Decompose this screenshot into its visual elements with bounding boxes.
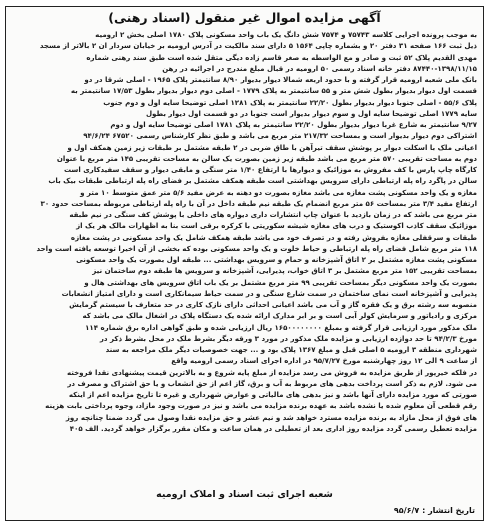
- notice-line: قسمت اول دیوار بدیوار بطول شش متر و ۵۵ سانتیمتر به پلاک ۱۷۷۹ - اصلی دوم دیوار بدیوار بطول ۱۷/۵۳ سانتیمتر به: [70, 86, 477, 96]
- notice-line: ذیل ثبت ۱۶۶ صفحه ۳۱ دفتر ۲۰ و بشماره چاپی ۱۵۶۴ ۵ دارای سند مالکیت در آدرس ارومیه بر خیابان سردار ان ۲ بالاتر از مسجد: [39, 41, 477, 51]
- notice-line: پلاک ۵۵/۶ - اصلی جنوبا دیوار بدیوار بطول ۲۲/۲۰ سانتیمتر به پلاک ۱۲۸۱ اصلی توضیحا سایه اول و دوم جنوب: [103, 97, 477, 107]
- publication-date: تاریخ انتشار : ۹۵/۶/۷: [393, 506, 475, 515]
- notice-line: منصوبه سه رشته برق و یک فقره گاز و آب می باشد اعیانی احداثی دارای نازک کاری در حد متعارف با سیستم گرمایش: [69, 300, 477, 309]
- notice-line: طبقات و سرقفلی مغازه بفروش رفته و در تصرف خود می باشد طبقه همکف شامل یک واحد مسکونی در پشت مغازه: [70, 232, 477, 242]
- notice-title: آگهی مزایده اموال غیر منقول (اسناد رهنی): [108, 10, 381, 25]
- notice-line: سایه ۱۷۷۹ اصلی توضیحا سایه اول و سوم دیوار بدیوار است جنوبا در دو قسمت اول دیوار بطول: [145, 108, 477, 118]
- notice-line: مهدی القدیم پلاک ۵۲ ثبت و صادر و مع الواسطه به صغر قاسم زاده دیگی متقل شده است طبق سند رهنی شماره: [86, 52, 477, 62]
- notice-line: ۱۱۸ متر مربع شامل فضای راه پله ارتباطی و حیاط خلوت و یک واحد مسکونی بوده که بخشی از آن اخیرا توسعه یافته است واحد: [36, 243, 477, 253]
- notice-line: بمساحت تقریبی ۱۵۲ متر مربع مشتمل بر ۳ اتاق خواب، پذیرایی، آشپزخانه و سرویس ها طبقه دوم ساختمان نیز: [92, 266, 477, 276]
- notice-line: موزائیک سقف کاذب اکوستیک و درب های مغازه شیشه سکوریتی با کرکره برقی است بنا به اظهارات مالک هر یک از: [76, 221, 477, 231]
- notice-line: اشتراکی دوم دیوار بدیوار است و بمساحت ۲۱۷/۳۲ متر مربع می باشد و طبق نظر کارشناس رسمی ۶۷۵۲۰ ۹۴/۶/۲۴: [83, 131, 477, 141]
- notice-line: از ساعت ۹ الی ۱۲ روز چهارشنبه مورخ ۹۵/۷/۲۷ در اداره اجرای اسناد رسمی ارومیه واقع: [171, 356, 477, 366]
- issuer-signature: شعبه اجرای ثبت اسناد و املاک ارومیه: [156, 489, 333, 500]
- notice-line: می شود. لازم به ذکر است پرداخت بدهی های مربوط به آب و برق، گاز اعم از حق انشعاب و یا حق اشتراک و مصرف در: [67, 378, 477, 388]
- notice-line: بصورت یک واحد مسکونی دیگر بمساحت تقریبی ۹۹ متر مربع مشتمل بر یک باب اتاق سرویس های بهداشتی هال و: [84, 277, 477, 287]
- notice-line: در فلکه خیرپور از طریق مزایده به فروش می رسد مزایده از مبلغ پایه شروع و به بالاترین قیمت پیشنهادی نقدا فروخته: [66, 367, 477, 377]
- notice-line: متر مربع می باشد که در زمان بازدید با عنوان چاپ انتشارات داری دیواره های داخلی با پوشش کف سنگی در نیم طبقه: [69, 210, 477, 219]
- notice-line: کارگاه چاپ پارس با کف مفروش به موزائیک و دیوارها با ارتفاع ۱/۴۰ متر سنگی و مابقی دیوار و سقف سفیدکاری است: [63, 165, 477, 174]
- notice-line: های فوق از محل مازاد به برنده مزایده مسترد خواهد شد و نیم عشر و حق مزایده نقدا وصول می گردد ضمنا چنانچه روز: [65, 412, 477, 422]
- notice-line: ملک مذکور مورد ارزیابی قرار گرفته و بمبلغ ۱۶۵۰۰۰۰۰۰۰۰ ریال ارزیابی شده و طبق گواهی اداره برق شماره ۱۱۴: [85, 322, 477, 332]
- notice-line: ۸۷۴۴۰-۱۳۹۸/۱۱/۱۵ دفتر خانه اسناد رسمی ۵۰ ارومیه در قبال مبلغ مندرج در اجرائیه در رهن: [162, 63, 477, 73]
- notice-line: مرکزی و رادیاتور و سرمایش کولر آبی است و بر ابر مدارک ارائه شده یک دستگاه پلاک در اشغال مالک می باشد که: [82, 311, 477, 321]
- notice-line: به موجب پرونده اجرایی کلاسه ۷۵۷۴۳ و ۷۵۷۴ شش دانگ یک باب واحد مسکونی پلاک ۱۷۸۰ اصلی بخش ۲ ارومیه: [95, 30, 477, 39]
- notice-line: مسکونی پشت مغازه مشتمل بر ۲ اتاق آشپزخانه و حمام و سرویس بهداشتی ... طبقه اول بصورت یک واحد مسکونی: [76, 255, 477, 264]
- notice-line: پذیرایی و آشپزخانه است نمای ساختمان در سمت شارع سنگی و در سمت حیاط سیمانکاری است و دارای امتیاز انشعابات: [61, 288, 477, 298]
- notice-frame: [5, 6, 484, 521]
- notice-line: بانک ملی شعبه ارومیه قرار گرفته و با حدود اربعه شمالا دیوار بدیوار ۸/۹۰ سانتیمتر پلاک ۱۹۶۵ - اصلی شرقا در دو: [84, 75, 477, 84]
- notice-line: سالن در پاگرد راه پله ارتباطی دارای سرویس بهداشتی است طبقه همکف مشتمل بر فضای راه پله ارتباطی طبقات بیک باب: [48, 176, 477, 186]
- notice-line: دوم به مساحت تقریبی ۵۷۰ متر مربع می باشد طبقه زیر زمین بصورت یک سالن به مساحت تقریبی ۱۴۵ متر مربع با عنوان: [56, 153, 477, 163]
- notice-line: شهرداری منطقه ۳ ارومیه ۵ اصلی قبل و مبلغ ۱۳۶۷ پلاک بود و ... جهت خصوصیات دیگر ملک مراجعه به سند: [105, 345, 477, 354]
- notice-line: صورتی که مورد مزایده دارای آنها باشد و نیز بدهی های مالیاتی و عوارض شهرداری و غیره تا تاریخ مزایده اعم از اینکه: [68, 390, 477, 399]
- notice-line: مغازه و یک واحد مسکونی پشت مغازه می باشد مغازه بصورت دو دهنه به عرض مفید ۵/۶ متر عمق متوسط ۱۰ متر و: [80, 187, 477, 197]
- notice-line: ۹/۲۷ سانتیمتر به شارع غربا دیوار بدیوار بطول ۲۲/۲۰ سانتیمتر به پلاک ۱۷۸۱ اصلی توضیحا سایه اول و دوم: [110, 120, 477, 129]
- notice-line: مزایده تعطیل رسمی گردد مزایده روز اداری بعد از تعطیلی در همان ساعت و مکان مقرر برگزار خواهد گردید. الف ۴۰۵: [69, 423, 477, 433]
- notice-line: ارتفاع مفید ۳/۴ متر بمساحت ۵۶ متر مربع انضمام یک طبقه نیم طبقه داخل در آن با راه پله ارتباطی مربوطه بمساحت حدود ۳۰: [40, 198, 477, 208]
- notice-line: رقم قطعی آن معلوم شده یا نشده باشد به عهده برنده مزایده می باشد و نیز در صورت وجود مازاد، وجوه پرداختی بابت هزینه: [45, 401, 477, 411]
- notice-line: اعیانی ملک با اسکلت دیوار بر پوشش سقف تیرآهن با طاق ضربی در ۲ طبقه مشتمل بر طبقات زیر زمین همکف اول و: [67, 142, 477, 152]
- notice-line: مورخ ۹۴/۲/۳ تا حد دوازده ارزیابی و مزایده ملک مذکور در مورد ۳ ورقه دیگر بشرط ملک در محل بشرط ذکر در: [99, 333, 477, 343]
- notice-body: [12, 29, 477, 486]
